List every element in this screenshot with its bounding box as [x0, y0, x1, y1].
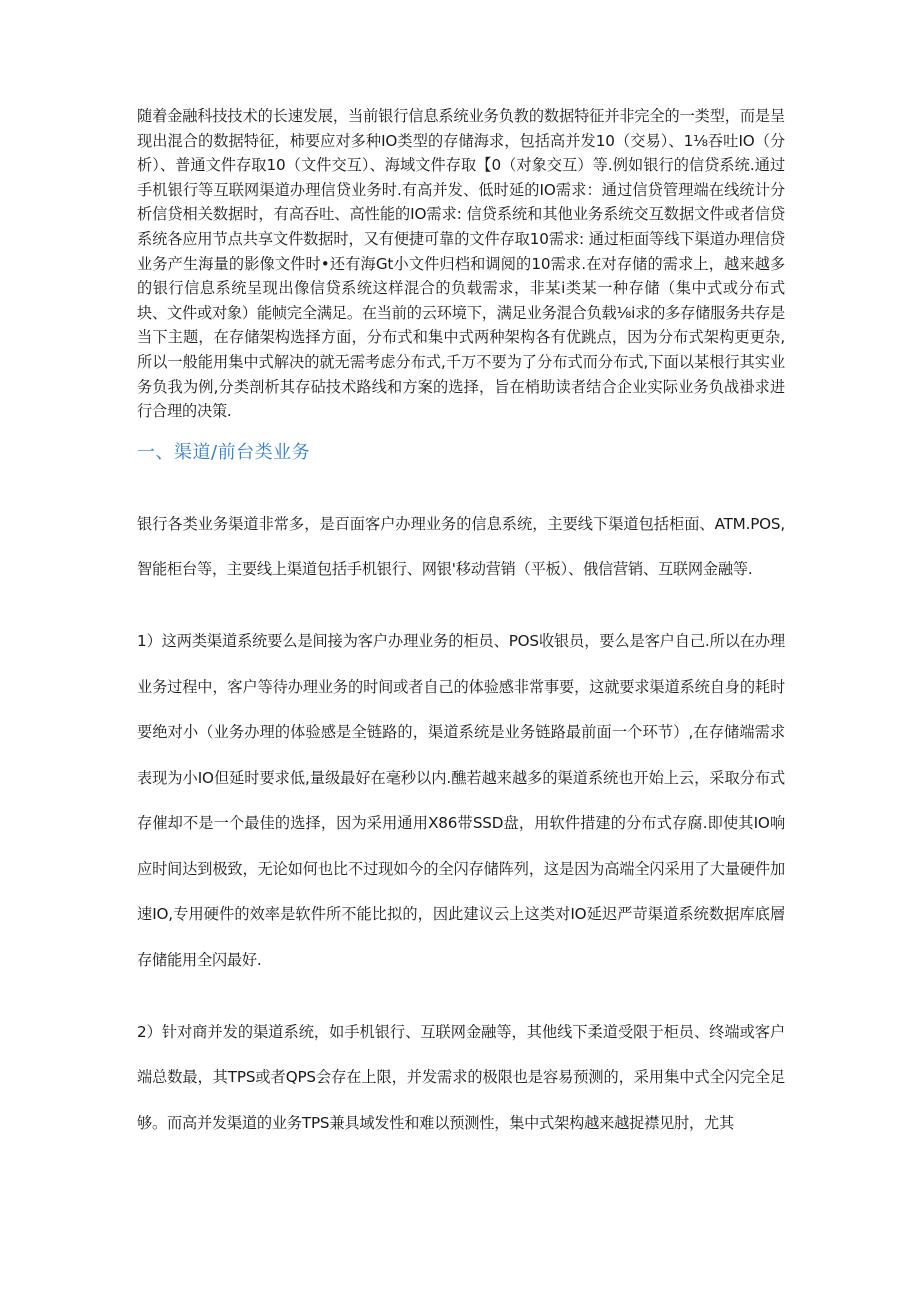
section-heading: 一、渠道/前台类业务 [137, 441, 311, 463]
point-2-paragraph: 2）针对商并发的渠道系统，如手机银行、互联网金融等，其他线下柔道受限于柜员、终端或客户端总数最，其TPS或者QPS会存在上限，并发需求的极限也是容易预测的，采用集中式全闪完全足够。而高并发渠道的业务TPS兼具域发性和难以预测性，集中式架构越来越捉襟见肘，尤其 [137, 1022, 785, 1132]
intro-paragraph: 随着金融科技技术的长速发展，当前银行信息系统业务负教的数据特征并非完全的一类型，而是呈现出混合的数据特征，柿要应对多种IO类型的存储海求，包括高并发10（交易）、1⅛吞吐IO（分析）、普通文件存取10（文件交互）、海域文件存取【0（对象交互）等.例如银行的信贷系统.通过手机银行等互联网渠道办理信贷业务时.有高并发、低时延的IO需求：通过信贷管理端在线统计分析信贷相关数据时，有高吞吐、高性能的IO需求: 信贷系统和其他业务系统交互数据文件或者信贷系统各应用节点共享文件数据时，又有便捷可靠的文件存取10需求: 通过柜面等线下渠道办理信贷业务产生海量的影像文件时•还有海Gt小文件归档和调阅的10需求.在对存储的需求上，越来越多的银行信息系统呈现出像信贷系统这样混合的负载需求，非某i类某一种存储（集中式或分布式块、文件或对象）能帧完全满足。在当前的云环境下，满足业务混合负载⅛i求的多存储服务共存是当下主题，在存储架构选择方面，分布式和集中式两种架构各有优跳点，因为分布式架构更更杂,所以一般能用集中式解决的就无需考虑分布式,千万不要为了分布式而分布式,下面以某根行其实业务负我为例,分类剖析其存砧技术路线和方案的选择，旨在梢助读者结合企业实际业务负战褂求进行合理的决策. [137, 107, 786, 421]
document-page [137, 104, 785, 1146]
channels-paragraph: 银行各类业务渠道非常多，是百面客户办理业务的信息系统，主要线下渠道包括柜面、ATM.POS,智能柜台等，主要线上渠道包括手机银行、网银'移动营销（平板）、俄信营销、互联网金融等. [137, 514, 785, 579]
point-1-paragraph: 1）这两类渠道系统要么是间接为客户办理业务的柜员、POS收银员，要么是客户自己.所以在办理业务过程中，客户等待办理业务的时间或者自己的体验感非常事要，这就要求渠道系统自身的耗时要绝对小（业务办理的体验感是全链路的，渠道系统是业务链路最前面一个环节）,在存储端需求表现为小IO但延时要求低,量级最好在毫秒以内.醮若越来越多的渠道系统也开始上云，采取分布式存催却不是一个最佳的选择，因为采用通用X86带SSD盘，用软件措建的分布式存腐.即使其IO响应时间达到极致，无论如何也比不过现如今的全闪存储阵列，这是因为高端全闪采用了大量硬件加速IO,专用硬件的效率是软件所不能比拟的，因此建议云上这类对IO延迟严苛渠道系统数据库底層存储能用全闪最好. [137, 631, 785, 970]
